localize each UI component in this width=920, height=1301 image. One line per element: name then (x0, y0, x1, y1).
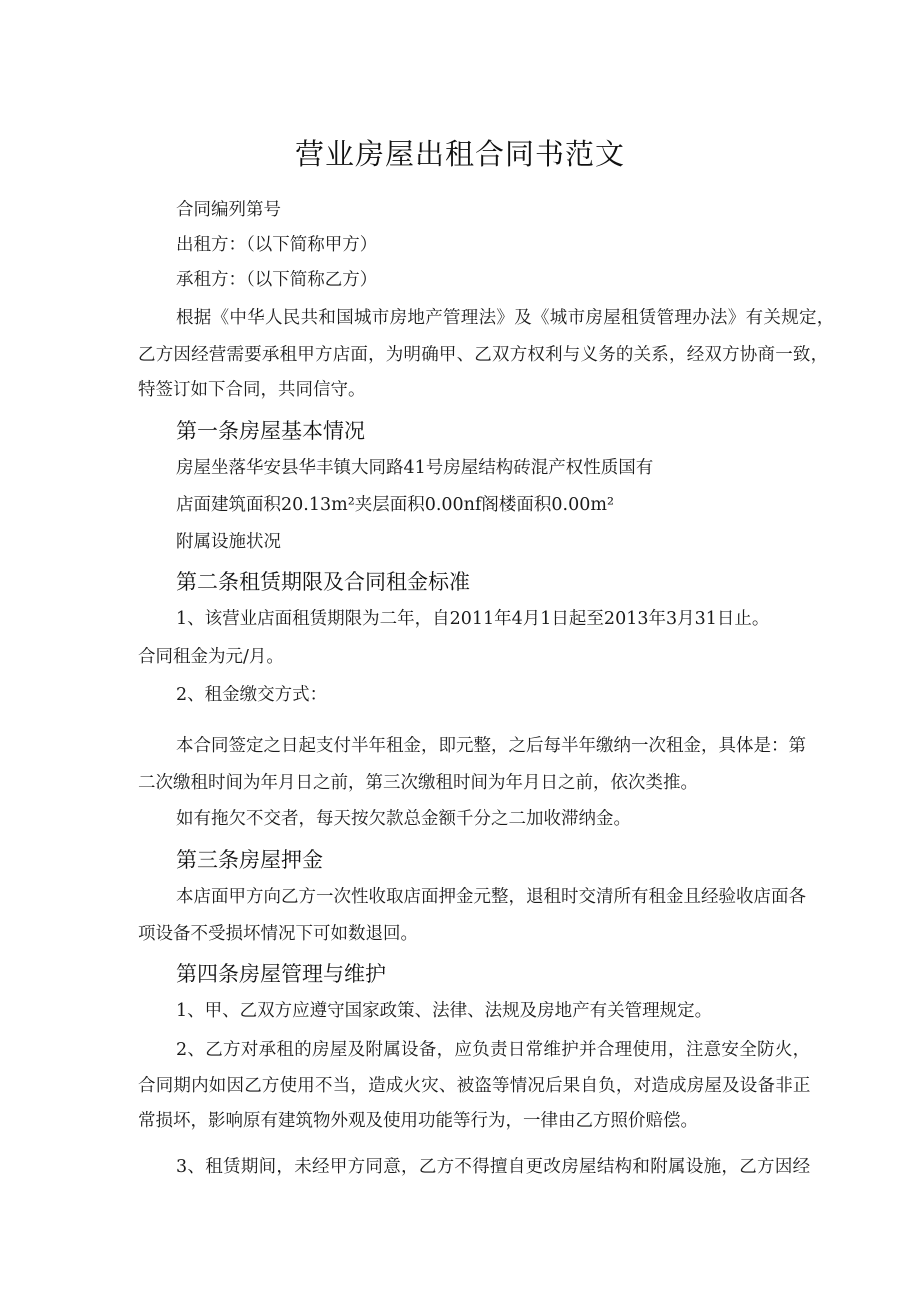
penalty-line: 如有拖欠不交者，每天按欠款总金额千分之二加收滞纳金。 (176, 809, 631, 829)
payment-line-1: 本合同签定之日起支付半年租金，即元整，之后每半年缴纳一次租金，具体是：第 (176, 736, 806, 756)
preamble-line-1: 根据《中华人民共和国城市房地产管理法》及《城市房屋租赁管理办法》有关规定， (176, 308, 835, 328)
article-3-line-2: 项设备不受损坏情况下可如数退回。 (138, 924, 418, 944)
article-1-heading: 第一条房屋基本情况 (176, 419, 365, 443)
lessee-line: 承租方：（以下简称乙方） (176, 270, 378, 290)
article-2-item-2: 2、租金缴交方式： (176, 685, 328, 705)
article-2-heading: 第二条租赁期限及合同租金标准 (176, 570, 470, 594)
article-4-item-1: 1、甲、乙双方应遵守国家政策、法律、法规及房地产有关管理规定。 (176, 1001, 713, 1021)
article-4-item-2-line-3: 常损坏，影响原有建筑物外观及使用功能等行为，一律由乙方照价赔偿。 (138, 1111, 698, 1131)
article-1-line-2: 店面建筑面积20.13m²夹层面积0.00nf阁楼面积0.00m² (176, 495, 614, 515)
article-4-item-2-line-2: 合同期内如因乙方使用不当，造成火灾、被盗等情况后果自负，对造成房屋及设备非正 (138, 1076, 811, 1096)
preamble-line-3: 特签订如下合同，共同信守。 (138, 380, 366, 400)
article-2-item-1-line-2: 合同租金为元/月。 (138, 647, 284, 667)
article-2-item-1-line-1: 1、该营业店面租赁期限为二年，自2011年4月1日起至2013年3月31日止。 (176, 609, 770, 629)
article-1-line-1: 房屋坐落华安县华丰镇大同路41号房屋结构砖混产权性质国有 (176, 458, 654, 478)
article-1-line-3: 附属设施状况 (176, 532, 281, 552)
document-title: 营业房屋出租合同书范文 (294, 137, 625, 171)
article-4-item-3-line-1: 3、租赁期间，未经甲方同意，乙方不得擅自更改房屋结构和附属设施，乙方因经 (176, 1157, 811, 1177)
lessor-line: 出租方：（以下简称甲方） (176, 235, 378, 255)
article-3-line-1: 本店面甲方向乙方一次性收取店面押金元整，退租时交清所有租金且经验收店面各 (176, 887, 806, 907)
preamble-line-2: 乙方因经营需要承租甲方店面，为明确甲、乙双方权利与义务的关系，经双方协商一致， (138, 345, 829, 365)
article-4-item-2-line-1: 2、乙方对承租的房屋及附属设备，应负责日常维护并合理使用，注意安全防火， (176, 1040, 811, 1060)
article-3-heading: 第三条房屋押金 (176, 848, 323, 872)
payment-line-2: 二次缴租时间为年月日之前，第三次缴租时间为年月日之前，依次类推。 (138, 773, 698, 793)
article-4-heading: 第四条房屋管理与维护 (176, 962, 386, 986)
contract-number: 合同编列第号 (176, 200, 281, 220)
